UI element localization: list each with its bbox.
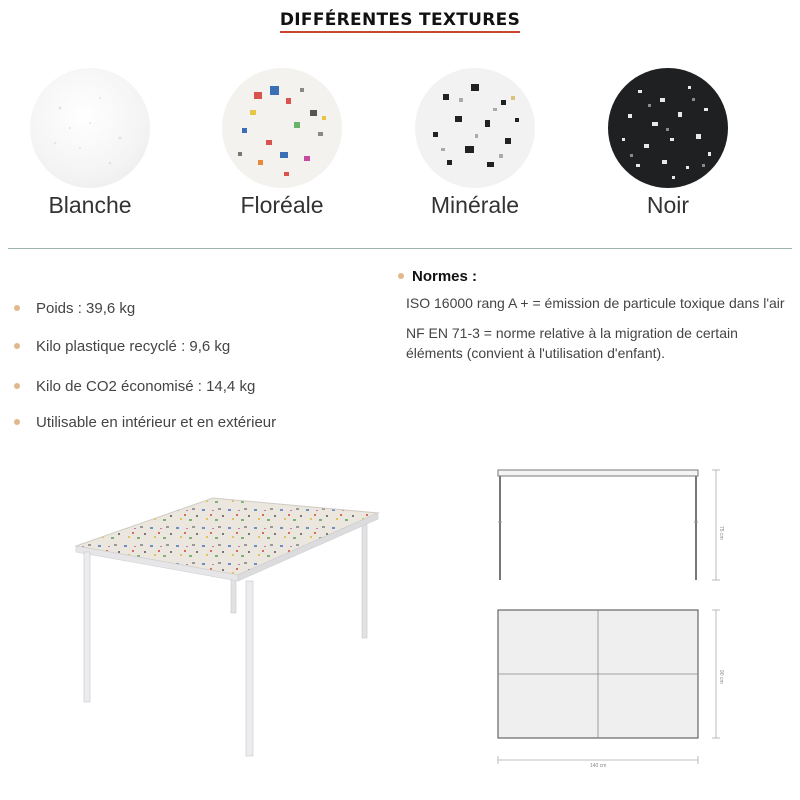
feature-text: Kilo plastique recyclé : 9,6 kg — [36, 338, 231, 355]
texture-minerale — [415, 68, 535, 218]
bullet-icon — [14, 383, 20, 389]
speckle-pattern — [222, 68, 342, 188]
speckle-pattern — [608, 68, 728, 188]
texture-noir-swatch — [608, 68, 728, 188]
texture-label: Noir — [646, 192, 690, 218]
depth-dimension-label: 90 cm — [718, 670, 724, 684]
texture-floreale-swatch — [222, 68, 342, 188]
width-dimension-label: 140 cm — [590, 763, 607, 769]
texture-label: Minérale — [430, 192, 520, 218]
bullet-icon — [398, 273, 404, 279]
feature-text: Poids : 39,6 kg — [36, 300, 136, 317]
table-product-image — [70, 488, 390, 763]
height-dimension-label: 75 cm — [718, 526, 724, 540]
table-leg — [84, 552, 90, 702]
norme-item: NF EN 71-3 = norme relative à la migration de certain éléments (convient à l'utilisation d'enfant). — [406, 325, 738, 361]
page-title — [0, 10, 800, 30]
bullet-icon — [14, 343, 20, 349]
section-divider — [8, 248, 792, 249]
texture-blanche — [30, 68, 150, 218]
texture-noir — [608, 68, 728, 218]
list-item — [14, 414, 276, 431]
technical-drawing — [490, 462, 730, 772]
texture-label: Floréale — [240, 192, 324, 218]
list-item — [14, 338, 230, 355]
norme-item: ISO 16000 rang A + = émission de particule toxique dans l'air — [406, 295, 785, 311]
speckle-pattern — [30, 68, 150, 188]
list-item — [14, 300, 135, 317]
texture-blanche-swatch — [30, 68, 150, 188]
feature-text: Utilisable en intérieur et en extérieur — [36, 414, 277, 431]
feature-text: Kilo de CO2 économisé : 14,4 kg — [36, 378, 256, 395]
normes-heading — [398, 268, 788, 285]
texture-minerale-swatch — [415, 68, 535, 188]
side-view-top — [498, 470, 698, 476]
normes-heading-text: Normes : — [412, 268, 478, 285]
table-leg — [362, 518, 367, 638]
texture-floreale — [222, 68, 342, 218]
speckle-pattern — [415, 68, 535, 188]
texture-label: Blanche — [48, 192, 132, 218]
bullet-icon — [14, 419, 20, 425]
normes-section — [398, 268, 788, 363]
bullet-icon — [14, 305, 20, 311]
table-leg — [246, 581, 253, 756]
list-item — [14, 378, 255, 395]
page-title-text: DIFFÉRENTES TEXTURES — [280, 10, 520, 33]
